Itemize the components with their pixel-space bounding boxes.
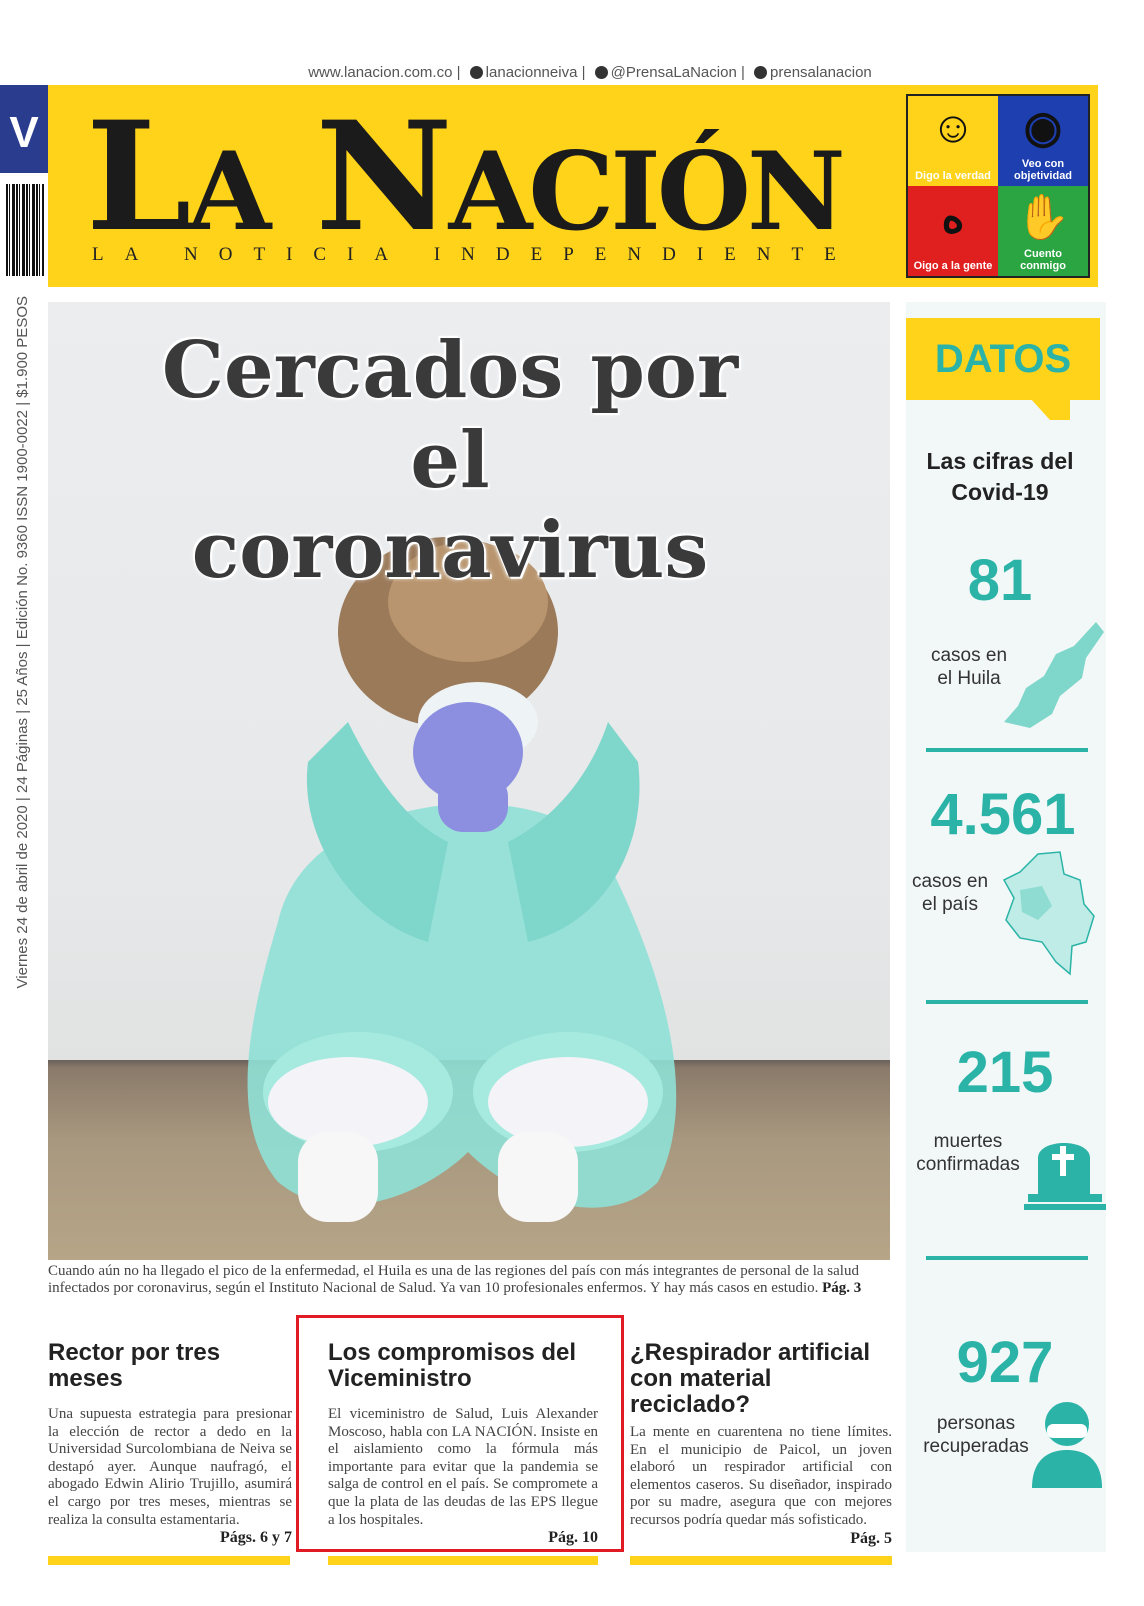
- tombstone-icon: [1024, 1128, 1106, 1212]
- photo-caption: [48, 1263, 890, 1321]
- facebook-handle[interactable]: lanacionneiva: [485, 64, 578, 81]
- newspaper-logo: LA NACIÓN: [86, 89, 842, 265]
- issue-info-text: Viernes 24 de abril de 2020 | 24 Páginas | 25 Años | Edición No. 9360 ISSN 1900-0022 | $1.900 PESOS: [14, 296, 31, 989]
- smile-icon: ☺: [930, 103, 976, 152]
- stat-label-line: personas: [936, 1413, 1016, 1434]
- facebook-icon: [470, 66, 483, 79]
- website-link[interactable]: www.lanacion.com.co: [308, 64, 453, 81]
- motto-label: Oigo a la gente: [913, 260, 993, 272]
- story-rule: [48, 1556, 290, 1565]
- twitter-icon: [595, 66, 608, 79]
- caption-text: Cuando aún no ha llegado el pico de la enfermedad, el Huila es una de las regiones del país con más integrantes de personal de la salud infectados por coronavirus, según el Instituto Nacional de Salud. Ya van 10 profesionales enfermos. Y hay más casos en estudio.: [48, 1263, 859, 1296]
- highlight-box: [296, 1315, 624, 1552]
- instagram-icon: [754, 66, 767, 79]
- stat-label-line: el Huila: [937, 668, 1001, 689]
- stat-label: [904, 870, 996, 916]
- stat-value: 81: [967, 548, 1033, 613]
- stat-label-line: casos en: [911, 871, 989, 892]
- eye-icon: ◉: [1023, 103, 1063, 152]
- social-links: www.lanacion.com.co | lanacionneiva | @PrensaLaNacion | prensalanacion: [308, 64, 872, 81]
- tagline: LA NOTICIA INDEPENDIENTE: [92, 244, 857, 265]
- story-title: Rector por tres meses: [48, 1339, 221, 1392]
- motto-label: Veo con objetividad: [1013, 158, 1073, 182]
- datos-title: Las cifras del Covid-19: [926, 448, 1074, 505]
- motto-objectivity: [998, 96, 1088, 186]
- caption-page-ref: Pág. 3: [822, 1280, 862, 1296]
- stat-value: 927: [956, 1330, 1054, 1395]
- stat-value: 215: [956, 1040, 1054, 1105]
- stat-label-line: recuperadas: [923, 1436, 1029, 1457]
- story-rule: [630, 1556, 892, 1565]
- stat-label-line: confirmadas: [916, 1154, 1020, 1175]
- main-headline: [110, 325, 790, 596]
- story-body: El viceministro de Salud, Luis Alexander Moscoso, habla con LA NACIÓN. Insiste en el aislamiento como la fórmula más importante para evitar que la pandemia se salga de control en el país. Se compromete a que la plata de las deudas de las EPS llegue a los hospitales.: [328, 1406, 598, 1528]
- stat-separator: [926, 1000, 1088, 1004]
- issue-info: [4, 296, 38, 1016]
- stat-label-line: casos en: [930, 645, 1008, 666]
- hand-icon: ✋: [1015, 193, 1071, 242]
- story-respirador[interactable]: [630, 1340, 892, 1548]
- instagram-handle[interactable]: prensalanacion: [770, 64, 872, 81]
- motto-truth: [908, 96, 998, 186]
- stat-label-line: el país: [922, 894, 978, 915]
- story-rector[interactable]: [48, 1340, 292, 1547]
- twitter-handle[interactable]: @PrensaLaNacion: [610, 64, 737, 81]
- motto-listen: [908, 186, 998, 276]
- story-title: Los compromisos del Viceministro: [328, 1339, 577, 1392]
- motto-count: [998, 186, 1088, 276]
- colombia-map-icon: [998, 850, 1098, 978]
- edition-badge: V: [0, 85, 48, 173]
- story-body: Una supuesta estrategia para presionar la elección de rector a dedo en la Universidad Surcolombiana de Neiva se destapó ayer. Aunque naufragó, el abogado Edwin Alirio Trujillo, asumirá el cargo por tres meses, mientras se realiza la consulta estamentaria.: [48, 1406, 292, 1528]
- story-page-ref: Págs. 6 y 7: [220, 1529, 292, 1547]
- stat-label: [914, 1412, 1038, 1458]
- masked-person-icon: [1030, 1400, 1104, 1490]
- story-page-ref: Pág. 5: [850, 1529, 892, 1547]
- ear-icon: ە: [941, 193, 965, 242]
- stat-value: 4.561: [930, 782, 1076, 847]
- barcode: [6, 184, 44, 276]
- motto-grid: [906, 94, 1090, 278]
- stat-label: [906, 1130, 1030, 1176]
- stat-separator: [926, 1256, 1088, 1260]
- headline-line-1: Cercados por el: [161, 325, 739, 506]
- story-body: La mente en cuarentena no tiene límites. En el municipio de Paicol, un joven elaboró un respirador artificial con elementos caseros. Su diseñador, inspirado por su madre, asegura que con mejores recursos podría quedar más sofisticado.: [630, 1424, 892, 1528]
- headline-line-2: coronavirus: [191, 505, 709, 596]
- motto-label: Digo la verdad: [915, 170, 991, 182]
- datos-tag-tail: [1030, 398, 1070, 420]
- datos-tag: DATOS: [906, 318, 1100, 400]
- story-rule: [328, 1556, 598, 1565]
- story-page-ref: Pág. 10: [548, 1529, 598, 1547]
- stat-label-line: muertes: [933, 1131, 1003, 1152]
- motto-label: Cuento conmigo: [1020, 248, 1066, 272]
- stat-separator: [926, 748, 1088, 752]
- story-title: ¿Respirador artificial con material reciclado?: [630, 1339, 871, 1418]
- huila-map-icon: [1000, 618, 1105, 730]
